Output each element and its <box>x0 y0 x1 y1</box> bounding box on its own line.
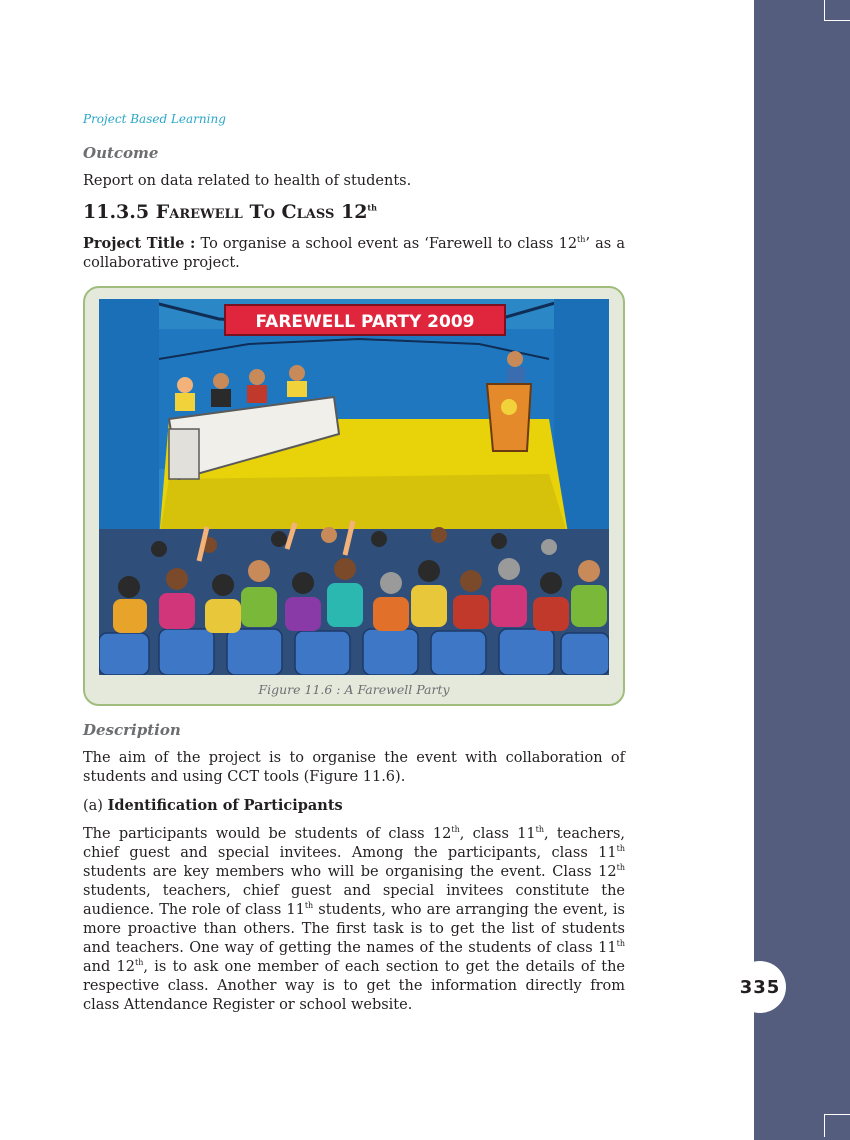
project-title-paragraph <box>83 234 625 273</box>
section-name: Farewell To Class 12 <box>155 201 368 223</box>
participants-text-4: students are key members who will be organising the event. Class 12 <box>83 864 617 880</box>
sup-th: th <box>535 825 545 835</box>
crop-mark-bottom <box>824 1114 850 1137</box>
description-heading: Description <box>83 721 181 739</box>
sup-th: th <box>304 901 314 911</box>
project-title-text-a: To organise a school event as ‘Farewell to class 12 <box>195 236 578 252</box>
project-title-label: Project Title : <box>83 235 196 252</box>
sup-th: th <box>134 958 144 968</box>
section-title-sup: th <box>367 202 377 213</box>
outcome-heading: Outcome <box>83 144 159 162</box>
section-title <box>83 201 377 223</box>
outcome-text: Report on data related to health of students. <box>83 173 412 189</box>
section-number: 11.3.5 <box>83 201 150 223</box>
farewell-party-illustration <box>99 299 609 675</box>
project-title-text-b: ’ as a collaborative project. <box>83 236 625 271</box>
sup-th: th <box>616 844 625 854</box>
sup-th: th <box>451 825 460 835</box>
participants-text-3: , teachers, chief guest and special invitees. Among the participants, class 11 <box>83 826 625 861</box>
crop-mark-top <box>824 0 850 21</box>
participants-text-7: and 12 <box>83 959 135 975</box>
participants-text-2: , class 11 <box>459 826 536 842</box>
figure-frame <box>83 286 625 706</box>
participants-text-6: students, who are arranging the event, is more proactive than others. The first task is to get the list of students and teachers. One way of getting the names of the students of class 11 <box>83 902 626 956</box>
running-head: Project Based Learning <box>83 112 226 126</box>
participants-text-8: , is to ask one member of each section to get the details of the respective class. Another way is to get the information directly from class Attendance Register or school website. <box>83 959 626 1013</box>
description-text: The aim of the project is to organise the event with collaboration of students and using CCT tools (Figure 11.6). <box>83 750 625 785</box>
sup-th: th <box>616 939 625 949</box>
project-title-sup: th <box>577 235 586 245</box>
participants-text-1: The participants would be students of class 12 <box>83 826 452 842</box>
participants-heading <box>83 797 343 814</box>
sup-th: th <box>616 863 625 873</box>
participants-paragraph <box>83 825 625 1015</box>
participants-heading-text: Identification of Participants <box>107 797 343 814</box>
page-number: 335 <box>734 961 786 1013</box>
participants-text-5: students, teachers, chief guest and special invitees constitute the audience. The role of class 11 <box>83 883 625 918</box>
item-marker: (a) <box>83 798 108 814</box>
figure-caption: Figure 11.6 : A Farewell Party <box>258 682 450 697</box>
banner-text: FAREWELL PARTY 2009 <box>255 312 475 332</box>
